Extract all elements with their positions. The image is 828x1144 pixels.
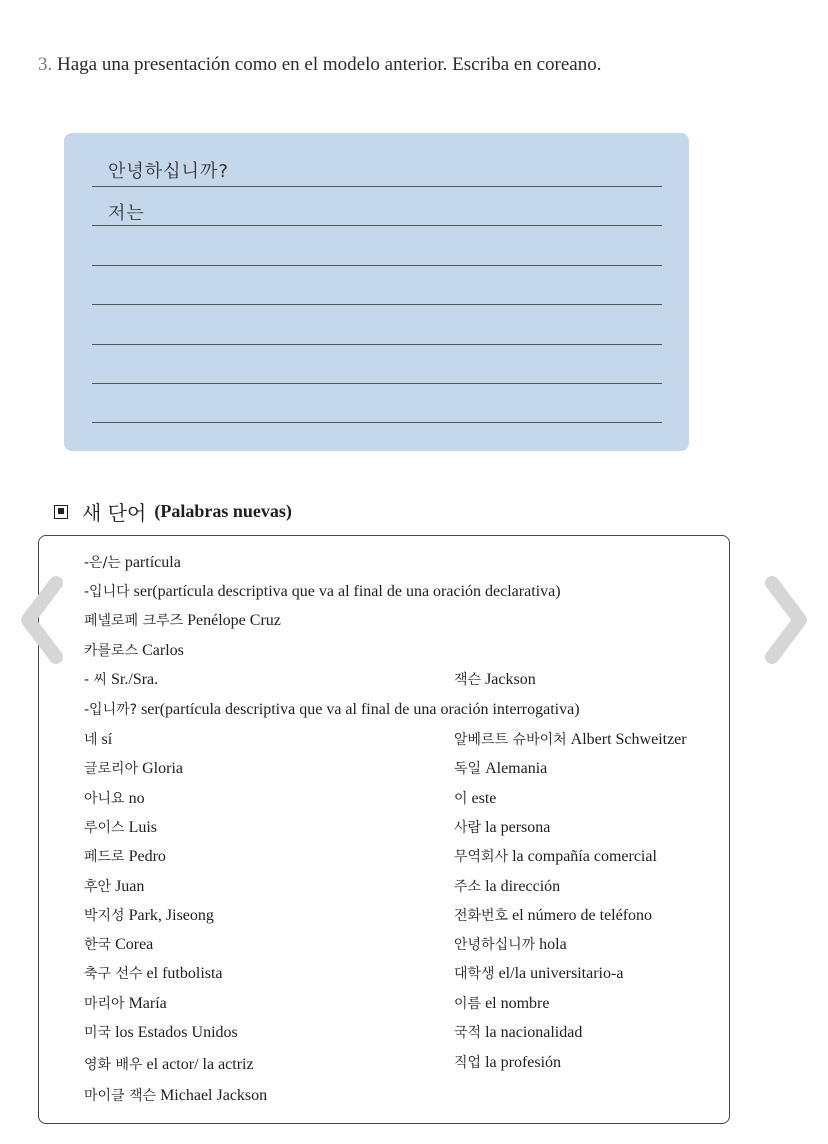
vocab-korean: 대학생 xyxy=(454,966,495,982)
vocab-korean: 아니요 xyxy=(84,791,125,807)
vocab-korean: -입니까? xyxy=(84,702,138,718)
vocab-korean: - 씨 xyxy=(84,672,108,688)
vocab-korean: -입니다 xyxy=(84,584,130,600)
vocab-korean: 무역회사 xyxy=(454,849,509,865)
vocab-spanish: el/la universitario-a xyxy=(498,965,624,982)
handwritten-greeting: 안녕하십니까? xyxy=(108,161,229,182)
vocab-spanish: Albert Schweitzer xyxy=(570,731,687,748)
vocab-spanish: Juan xyxy=(115,878,145,895)
vocab-korean: 독일 xyxy=(454,761,482,777)
vocab-korean: 미국 xyxy=(84,1025,112,1041)
vocab-spanish: Michael Jackson xyxy=(160,1087,268,1104)
vocab-entry xyxy=(454,934,567,954)
vocab-spanish: la profesión xyxy=(485,1054,562,1071)
vocab-entry xyxy=(454,993,549,1013)
vocab-korean: 마리아 xyxy=(84,996,125,1012)
vocab-spanish: la compañía comercial xyxy=(512,848,657,865)
vocab-entry xyxy=(454,1052,561,1072)
next-page-button[interactable] xyxy=(748,575,828,665)
vocab-entry xyxy=(84,640,184,660)
vocab-spanish: Alemania xyxy=(485,760,548,777)
vocab-spanish: ser(partícula descriptiva que va al final de una oración interrogativa) xyxy=(141,701,580,718)
vocab-korean: -은/는 xyxy=(84,555,121,571)
vocab-entry xyxy=(84,552,181,572)
vocab-entry xyxy=(84,993,167,1013)
handwritten-intro: 저는 xyxy=(108,203,145,224)
vocab-spanish: el número de teléfono xyxy=(512,907,653,924)
vocab-spanish: Gloria xyxy=(142,760,183,777)
vocab-spanish: sí xyxy=(101,731,113,748)
vocab-entry xyxy=(454,729,687,749)
prev-page-button[interactable] xyxy=(0,575,80,665)
writing-line xyxy=(92,265,662,266)
vocab-heading-spanish: (Palabras nuevas) xyxy=(154,501,292,521)
exercise-instruction xyxy=(38,54,601,76)
vocab-spanish: partícula xyxy=(124,554,181,571)
vocab-korean: 사람 xyxy=(454,820,482,836)
writing-box xyxy=(64,133,689,451)
vocab-entry xyxy=(84,1085,267,1105)
writing-line xyxy=(92,186,662,187)
vocab-entry xyxy=(84,788,145,808)
square-bullet-icon xyxy=(54,505,68,519)
vocab-entry xyxy=(84,669,158,689)
exercise-number: 3. xyxy=(38,54,53,75)
vocab-korean: 네 xyxy=(84,732,98,748)
vocab-korean: 축구 선수 xyxy=(84,966,143,982)
vocab-entry xyxy=(84,963,223,983)
vocab-korean: 마이클 잭슨 xyxy=(84,1088,157,1104)
vocab-list-box xyxy=(38,535,730,1124)
vocab-spanish: los Estados Unidos xyxy=(115,1024,238,1041)
vocab-spanish: no xyxy=(128,790,145,807)
vocab-korean: 이름 xyxy=(454,996,482,1012)
vocab-spanish: la dirección xyxy=(485,878,561,895)
vocab-entry xyxy=(84,934,153,954)
vocab-korean: 영화 배우 xyxy=(84,1057,143,1073)
vocab-entry xyxy=(84,699,580,719)
vocab-entry xyxy=(454,905,652,925)
vocab-entry xyxy=(84,581,561,601)
vocab-spanish: Jackson xyxy=(485,671,536,688)
writing-line xyxy=(92,344,662,345)
vocab-spanish: María xyxy=(128,995,167,1012)
vocab-entry xyxy=(454,876,560,896)
vocab-entry xyxy=(84,610,281,630)
vocab-spanish: Luis xyxy=(128,819,158,836)
vocab-korean: 루이스 xyxy=(84,820,125,836)
vocab-spanish: Park, Jiseong xyxy=(128,907,214,924)
vocab-spanish: Carlos xyxy=(142,642,184,659)
vocab-spanish: el futbolista xyxy=(146,965,223,982)
vocab-entry xyxy=(454,846,657,866)
vocab-entry xyxy=(84,876,144,896)
vocab-korean: 알베르트 슈바이처 xyxy=(454,732,567,748)
vocab-korean: 후안 xyxy=(84,879,112,895)
vocab-korean: 이 xyxy=(454,791,468,807)
vocab-heading-korean: 새 단어 xyxy=(82,501,147,525)
vocab-korean: 카를로스 xyxy=(84,643,139,659)
vocab-spanish: el nombre xyxy=(485,995,550,1012)
vocab-spanish: Corea xyxy=(115,936,154,953)
writing-line xyxy=(92,304,662,305)
vocab-entry xyxy=(84,817,157,837)
chevron-right-icon xyxy=(748,575,828,665)
vocab-entry xyxy=(454,758,547,778)
vocab-korean: 잭슨 xyxy=(454,672,482,688)
vocab-entry xyxy=(84,729,112,749)
vocab-spanish: la persona xyxy=(485,819,551,836)
vocab-entry xyxy=(84,758,183,778)
vocab-korean: 주소 xyxy=(454,879,482,895)
exercise-text: Haga una presentación como en el modelo anterior. Escriba en coreano. xyxy=(57,54,602,75)
vocab-korean: 글로리아 xyxy=(84,761,139,777)
vocab-entry xyxy=(84,905,214,925)
vocab-spanish: la nacionalidad xyxy=(485,1024,583,1041)
vocab-entry xyxy=(454,1022,582,1042)
vocab-korean: 한국 xyxy=(84,937,112,953)
vocab-spanish: el actor/ la actriz xyxy=(146,1056,254,1073)
vocab-korean: 전화번호 xyxy=(454,908,509,924)
writing-line xyxy=(92,383,662,384)
vocab-entry xyxy=(454,963,623,983)
vocab-korean: 직업 xyxy=(454,1055,482,1071)
vocab-entry xyxy=(454,817,550,837)
vocab-spanish: Sr./Sra. xyxy=(111,671,159,688)
vocab-korean: 페드로 xyxy=(84,849,125,865)
vocab-spanish: Penélope Cruz xyxy=(187,612,281,629)
vocab-entry xyxy=(454,669,536,689)
vocab-spanish: hola xyxy=(539,936,567,953)
vocab-heading xyxy=(54,497,292,526)
writing-line xyxy=(92,225,662,226)
vocab-spanish: ser(partícula descriptiva que va al final de una oración declarativa) xyxy=(133,583,561,600)
vocab-spanish: este xyxy=(471,790,497,807)
vocab-spanish: Pedro xyxy=(128,848,166,865)
vocab-korean: 안녕하십니까 xyxy=(454,937,536,953)
vocab-entry xyxy=(84,1054,254,1074)
vocab-entry xyxy=(454,788,496,808)
vocab-korean: 페넬로페 크루즈 xyxy=(84,613,184,629)
vocab-entry xyxy=(84,846,166,866)
writing-line xyxy=(92,422,662,423)
vocab-korean: 박지성 xyxy=(84,908,125,924)
chevron-left-icon xyxy=(0,575,80,665)
vocab-korean: 국적 xyxy=(454,1025,482,1041)
vocab-entry xyxy=(84,1022,238,1042)
